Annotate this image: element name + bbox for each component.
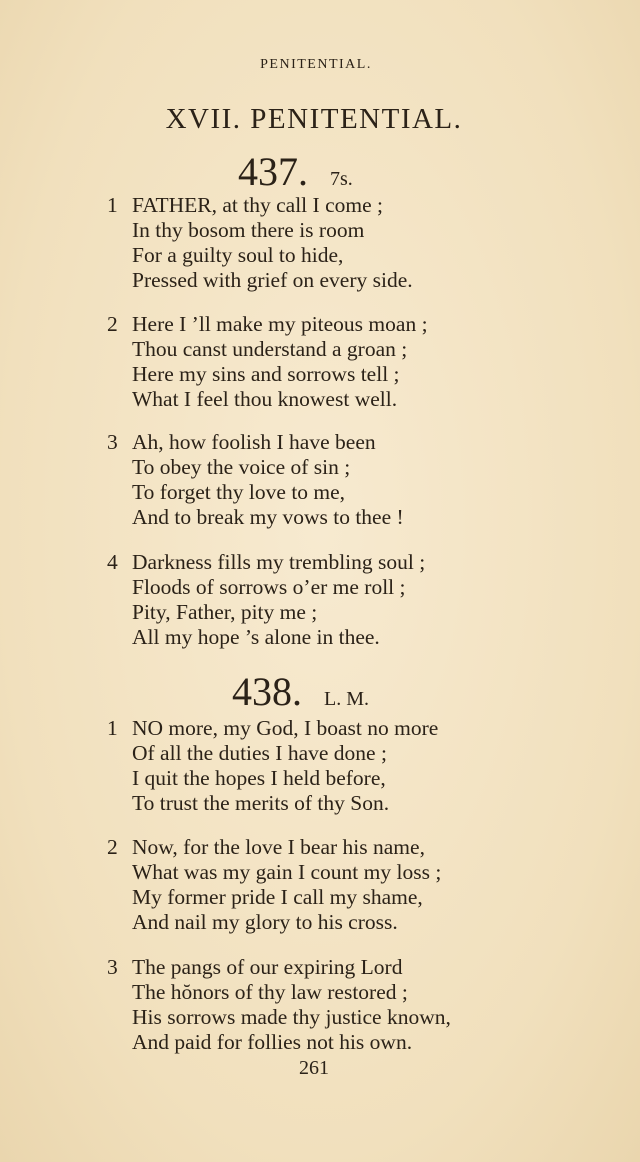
verse-text: My former pride I call my shame,	[132, 885, 423, 909]
verse-line	[0, 835, 600, 860]
verse-text: And to break my vows to thee !	[132, 505, 404, 529]
hymn-meter: 7s.	[330, 168, 353, 190]
verse-text: Darkness fills my trembling soul ;	[132, 550, 426, 574]
verse-text: Now, for the love I bear his name,	[132, 835, 425, 859]
verse-text: Floods of sorrows o’er me roll ;	[132, 575, 406, 599]
verse-line	[0, 312, 600, 337]
verse-line	[0, 480, 600, 505]
verse-line	[0, 550, 600, 575]
verse-line	[0, 575, 600, 600]
verse-line	[0, 455, 600, 480]
verse-line	[0, 741, 600, 766]
stanza-number: 4	[107, 550, 118, 574]
verse-line	[0, 193, 600, 218]
verse-text: To forget thy love to me,	[132, 480, 346, 504]
verse-text: Pressed with grief on every side.	[132, 268, 413, 292]
verse-line	[0, 430, 600, 455]
stanza-number: 3	[107, 955, 118, 979]
verse-text: In thy bosom there is room	[132, 218, 365, 242]
verse-line	[0, 791, 600, 816]
verse-text: And paid for follies not his own.	[132, 1030, 413, 1054]
verse-line	[0, 337, 600, 362]
hymn-437-heading	[0, 148, 640, 195]
hymn-437-stanza-4	[0, 550, 600, 650]
running-head: PENITENTIAL.	[260, 57, 372, 72]
verse-text: What was my gain I count my loss ;	[132, 860, 442, 884]
hymn-437-stanza-3	[0, 430, 600, 530]
stanza-number: 3	[107, 430, 118, 454]
section-title: XVII. PENITENTIAL.	[165, 103, 463, 135]
verse-line	[0, 1005, 600, 1030]
verse-line	[0, 860, 600, 885]
hymn-438-stanza-2	[0, 835, 600, 935]
verse-text: NO more, my God, I boast no more	[132, 716, 439, 740]
verse-text: For a guilty soul to hide,	[132, 243, 344, 267]
verse-line	[0, 980, 600, 1005]
verse-line	[0, 716, 600, 741]
verse-line	[0, 362, 600, 387]
verse-line	[0, 387, 600, 412]
hymn-437-stanza-2	[0, 312, 600, 412]
verse-text: I quit the hopes I held before,	[132, 766, 386, 790]
verse-text: To obey the voice of sin ;	[132, 455, 351, 479]
verse-text: FATHER, at thy call I come ;	[132, 193, 383, 217]
verse-text: What I feel thou knowest well.	[132, 387, 398, 411]
hymn-meter: L. M.	[324, 688, 369, 710]
verse-text: All my hope ’s alone in thee.	[132, 625, 380, 649]
hymn-438-heading	[0, 668, 640, 715]
verse-text: Here I ’ll make my piteous moan ;	[132, 312, 428, 336]
verse-text: Pity, Father, pity me ;	[132, 600, 318, 624]
verse-line	[0, 1030, 600, 1055]
verse-text: Of all the duties I have done ;	[132, 741, 387, 765]
verse-line	[0, 505, 600, 530]
verse-text: Here my sins and sorrows tell ;	[132, 362, 400, 386]
hymn-number: 438.	[232, 669, 302, 714]
verse-line	[0, 766, 600, 791]
verse-line	[0, 955, 600, 980]
hymn-438-stanza-1	[0, 716, 600, 816]
verse-text: The pangs of our expiring Lord	[132, 955, 403, 979]
verse-text: Ah, how foolish I have been	[132, 430, 376, 454]
verse-text: Thou canst understand a groan ;	[132, 337, 408, 361]
stanza-number: 1	[107, 716, 118, 740]
verse-line	[0, 268, 600, 293]
verse-line	[0, 885, 600, 910]
stanza-number: 2	[107, 835, 118, 859]
verse-text: And nail my glory to his cross.	[132, 910, 398, 934]
verse-line	[0, 218, 600, 243]
stanza-number: 2	[107, 312, 118, 336]
verse-line	[0, 243, 600, 268]
page-number: 261	[299, 1057, 329, 1079]
verse-text: His sorrows made thy justice known,	[132, 1005, 451, 1029]
hymn-number: 437.	[238, 149, 308, 194]
stanza-number: 1	[107, 193, 118, 217]
verse-text: To trust the merits of thy Son.	[132, 791, 390, 815]
verse-text: The hŏnors of thy law restored ;	[132, 980, 408, 1004]
hymn-437-stanza-1	[0, 193, 600, 293]
verse-line	[0, 600, 600, 625]
hymn-438-stanza-3	[0, 955, 600, 1055]
verse-line	[0, 625, 600, 650]
verse-line	[0, 910, 600, 935]
